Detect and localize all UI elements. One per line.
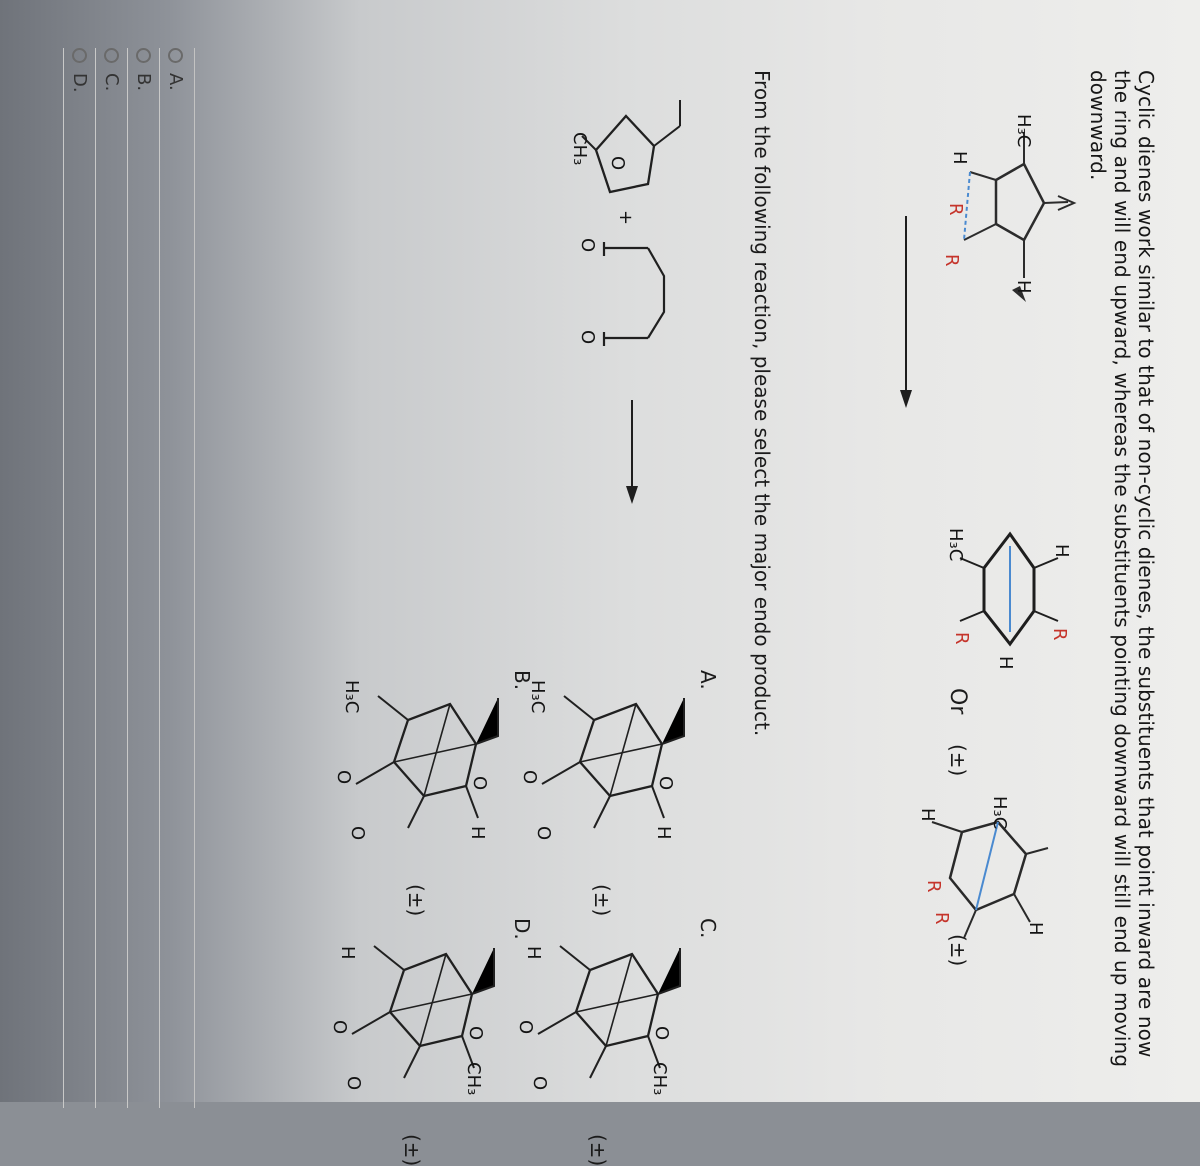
- example-product-diagram: [947, 486, 1072, 716]
- example-mid-r2: R: [951, 632, 972, 645]
- example-alt-product-diagram: [919, 790, 1054, 950]
- example-right-h3c: H₃C: [989, 796, 1010, 830]
- choice-a-structure: [519, 676, 692, 866]
- choice-b-h3c: H₃C: [341, 680, 362, 714]
- example-right-pm: (±): [946, 934, 970, 967]
- example-left-r1: R: [945, 203, 966, 216]
- choice-d-pm: (±): [400, 1134, 424, 1166]
- choice-c-h: H: [523, 946, 544, 960]
- example-mid-r1: R: [1049, 628, 1070, 641]
- choice-c-structure: [515, 926, 688, 1116]
- choice-d-o3: O: [343, 1076, 364, 1091]
- options-separator: [194, 48, 195, 1108]
- example-left-r2: R: [941, 254, 962, 267]
- example-right-r2: R: [931, 912, 952, 925]
- example-right-r1: R: [923, 880, 944, 893]
- example-left-h2: H: [949, 151, 970, 165]
- choice-a-h3c: H₃C: [527, 680, 548, 714]
- example-mid-h2: H: [995, 656, 1016, 670]
- option-d[interactable]: [63, 48, 96, 1108]
- choice-c-pm: (±): [586, 1134, 610, 1166]
- reactant-dialdehyde-o-bottom: O: [577, 330, 598, 345]
- option-a-radio[interactable]: [169, 48, 184, 63]
- example-reactant-diagram: [932, 108, 1082, 358]
- choice-b-o: O: [469, 776, 490, 791]
- choice-c-o2: O: [515, 1020, 536, 1035]
- choice-b-h: H: [467, 826, 488, 840]
- option-b-radio[interactable]: [137, 48, 152, 63]
- reaction-reactants-diagram: [569, 92, 694, 372]
- choice-a-o3: O: [533, 826, 554, 841]
- example-right-h2: H: [917, 808, 938, 822]
- choice-d-o2: O: [329, 1020, 350, 1035]
- choice-c-ch3: CH₃: [649, 1062, 670, 1096]
- example-arrow-and-labels: [870, 196, 940, 616]
- choice-c-o: O: [651, 1026, 672, 1041]
- question-intro: Cyclic dienes work similar to that of non-cyclic dienes, the substituents that point inward are now the ring and will end upward, whereas the substituents pointing downward will still end up moving downward.: [1086, 70, 1158, 1068]
- option-c-radio[interactable]: [105, 48, 120, 63]
- choice-c-label: C.: [696, 918, 720, 939]
- example-right-h: H: [1025, 922, 1046, 936]
- choice-a-label: A.: [696, 670, 720, 690]
- example-mid-pm: (±): [946, 744, 970, 777]
- choice-b-structure: [333, 676, 506, 866]
- choice-a-pm: (±): [590, 884, 614, 917]
- choice-d-structure: [329, 926, 502, 1116]
- example-left-h3c: H₃C: [1013, 114, 1034, 148]
- option-d-radio[interactable]: [73, 48, 88, 63]
- choice-b-o2: O: [333, 770, 354, 785]
- choice-b-pm: (±): [404, 884, 428, 917]
- choice-d-h: H: [337, 946, 358, 960]
- reactant-furan-o: O: [607, 156, 628, 171]
- example-mid-h3c: H₃C: [945, 528, 966, 562]
- choice-a-o: O: [655, 776, 676, 791]
- reactant-furan-ch3: CH₃: [569, 132, 590, 166]
- reaction-plus: +: [615, 210, 636, 226]
- choice-d-label: D.: [510, 918, 534, 940]
- option-a[interactable]: [159, 48, 192, 1108]
- example-or-label: Or: [945, 688, 970, 715]
- choice-c-o3: O: [529, 1076, 550, 1091]
- option-c-label: C.: [101, 73, 123, 92]
- reaction-arrow: [612, 392, 652, 512]
- choice-a-o2: O: [519, 770, 540, 785]
- option-b-label: B.: [133, 73, 155, 92]
- choice-b-label: B.: [510, 670, 534, 691]
- example-left-h: H: [1013, 280, 1034, 294]
- option-c[interactable]: [95, 48, 128, 1108]
- reactant-dialdehyde-o-top: O: [577, 238, 598, 253]
- choice-d-o: O: [465, 1026, 486, 1041]
- question-prompt: From the following reaction, please select the major endo product.: [750, 70, 774, 737]
- choice-a-h: H: [653, 826, 674, 840]
- choice-b-o3: O: [347, 826, 368, 841]
- option-d-label: D.: [69, 73, 91, 93]
- option-a-label: A.: [165, 73, 187, 91]
- choice-d-ch3: CH₃: [463, 1062, 484, 1096]
- option-b[interactable]: [127, 48, 160, 1108]
- example-mid-h: H: [1051, 544, 1072, 558]
